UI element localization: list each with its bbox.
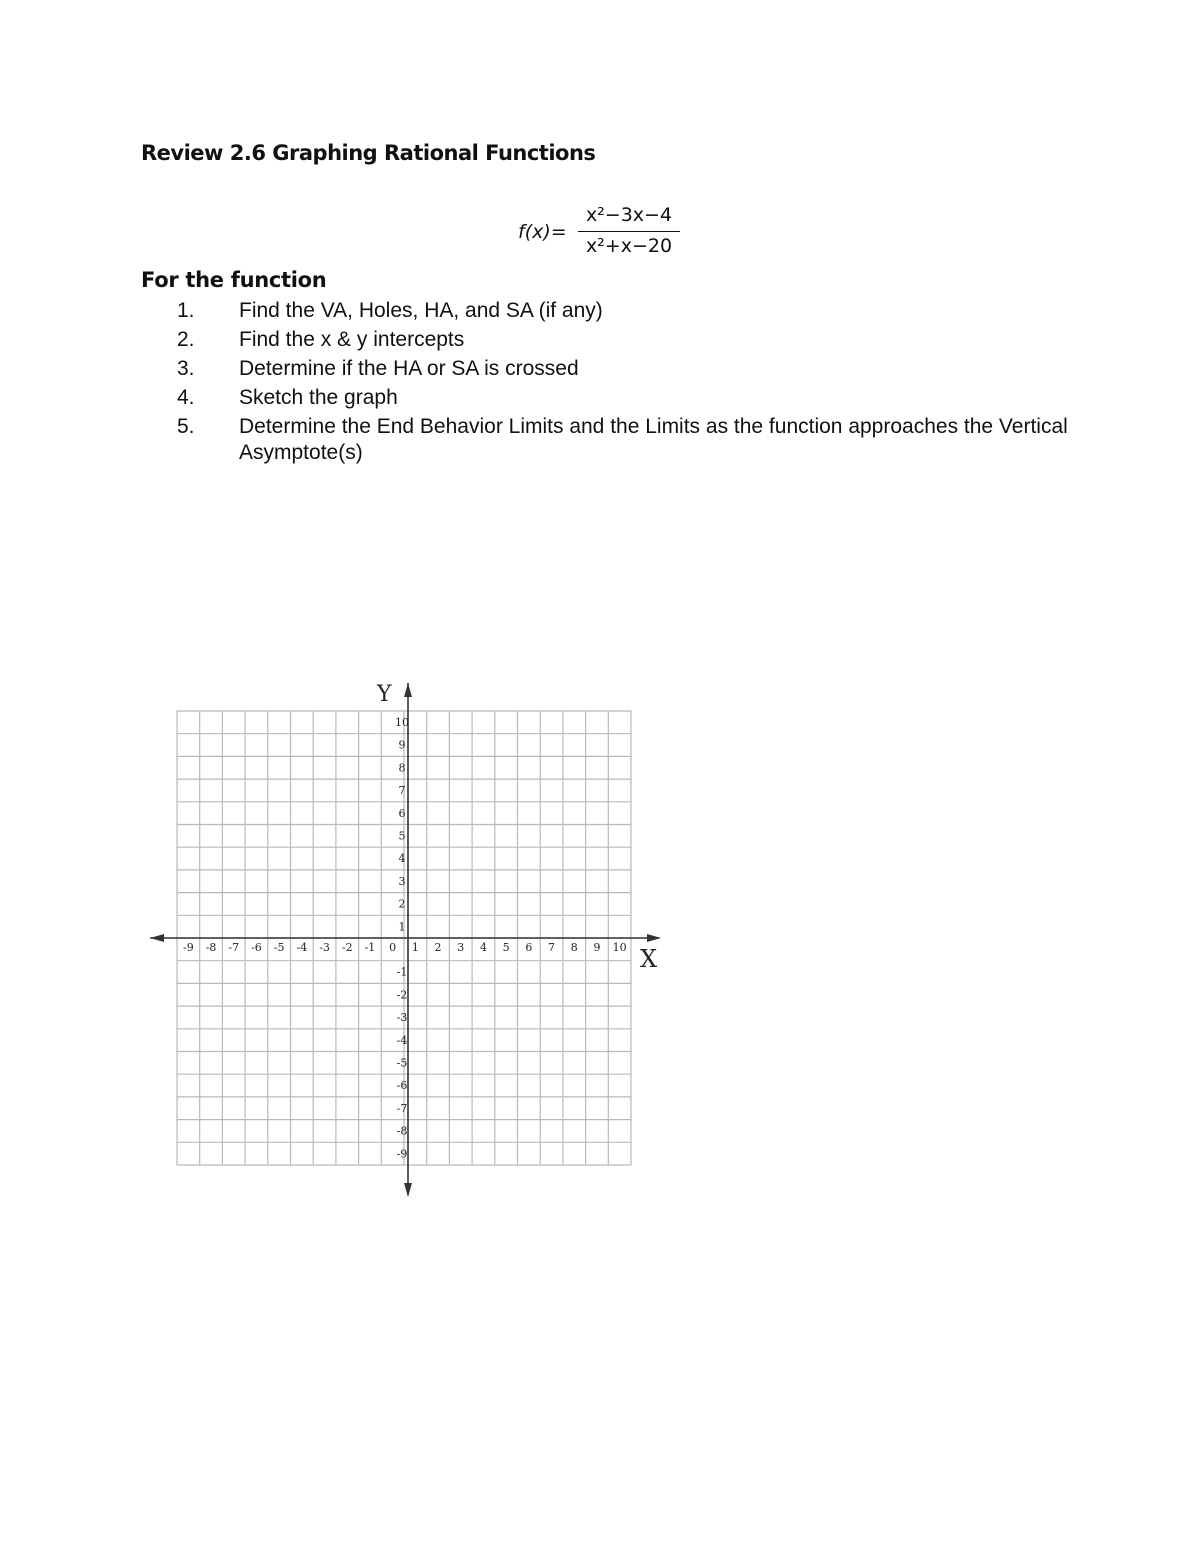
step-text: Find the x & y intercepts <box>239 328 465 351</box>
y-tick-label: -8 <box>396 1124 408 1138</box>
y-tick-label: -4 <box>396 1033 408 1047</box>
x-tick-labels <box>183 941 627 954</box>
list-item <box>0 356 1200 385</box>
x-tick-label: 7 <box>548 941 556 954</box>
x-tick-label: -3 <box>319 941 330 954</box>
x-axis-right-arrow <box>647 934 661 942</box>
x-axis-label: X <box>640 945 658 973</box>
x-tick-label: 0 <box>389 941 397 954</box>
y-axis-label: Y <box>377 682 392 707</box>
page-title: Review 2.6 Graphing Rational Functions <box>141 141 596 165</box>
x-tick-label: -9 <box>182 941 194 954</box>
coordinate-grid <box>140 675 680 1205</box>
step-text: Find the VA, Holes, HA, and SA (if any) <box>239 299 603 322</box>
x-tick-label: -4 <box>296 941 308 954</box>
x-tick-label: -8 <box>205 941 217 954</box>
y-tick-label: 4 <box>398 852 406 866</box>
step-text: Determine the End Behavior Limits and the Limits as the function approaches the Vertical Asymptote(s) <box>239 415 1068 464</box>
step-text: Sketch the graph <box>239 386 398 409</box>
y-tick-label: 7 <box>398 784 406 798</box>
list-item <box>0 385 1200 414</box>
x-tick-label: -7 <box>228 941 240 954</box>
y-tick-label: -2 <box>396 988 408 1002</box>
step-text: Determine if the HA or SA is crossed <box>239 357 579 380</box>
y-tick-label: 10 <box>395 716 409 729</box>
section-heading: For the function <box>141 268 327 292</box>
y-axis-down-arrow <box>404 1183 412 1197</box>
x-tick-label: 2 <box>434 941 442 954</box>
y-tick-label: 9 <box>398 738 406 752</box>
step-number: 2. <box>177 328 195 351</box>
x-tick-label: 8 <box>570 941 578 954</box>
y-tick-label: -1 <box>396 965 408 979</box>
y-tick-label: -9 <box>396 1147 408 1161</box>
x-tick-label: 5 <box>502 941 510 954</box>
x-tick-label: 10 <box>612 941 627 954</box>
y-tick-label: 3 <box>398 874 406 888</box>
y-tick-label: 2 <box>398 897 406 911</box>
step-number: 4. <box>177 386 195 409</box>
y-tick-label: 5 <box>398 829 406 843</box>
list-item <box>0 298 1200 327</box>
steps-list <box>0 298 1200 472</box>
x-tick-label: 1 <box>411 941 419 954</box>
formula-denominator: x²+x−20 <box>585 235 673 257</box>
list-item <box>0 327 1200 356</box>
y-tick-label: 1 <box>398 920 406 934</box>
x-tick-label: -5 <box>273 941 285 954</box>
y-tick-label: -7 <box>396 1101 408 1115</box>
y-tick-label: 6 <box>398 806 406 820</box>
y-tick-label: -6 <box>396 1079 408 1093</box>
y-tick-label: -3 <box>396 1011 408 1025</box>
formula-lhs: f(x)= <box>518 221 567 243</box>
x-tick-label: 6 <box>525 941 533 954</box>
y-tick-label: 8 <box>398 761 406 775</box>
x-tick-label: -6 <box>251 941 262 954</box>
x-tick-label: 4 <box>479 941 487 954</box>
step-number: 5. <box>177 415 195 438</box>
fraction-bar <box>578 231 680 232</box>
formula-numerator: x²−3x−4 <box>585 204 673 226</box>
x-tick-label: -1 <box>364 941 376 954</box>
step-number: 3. <box>177 357 195 380</box>
function-formula <box>518 202 698 264</box>
y-axis-up-arrow <box>404 683 412 697</box>
step-number: 1. <box>177 299 195 322</box>
x-axis-left-arrow <box>150 934 164 942</box>
formula-fraction <box>578 202 680 258</box>
x-tick-label: 9 <box>593 941 601 954</box>
x-tick-label: 3 <box>457 941 465 954</box>
y-tick-label: -5 <box>396 1056 408 1070</box>
list-item <box>0 414 1200 472</box>
x-tick-label: -2 <box>341 941 353 954</box>
